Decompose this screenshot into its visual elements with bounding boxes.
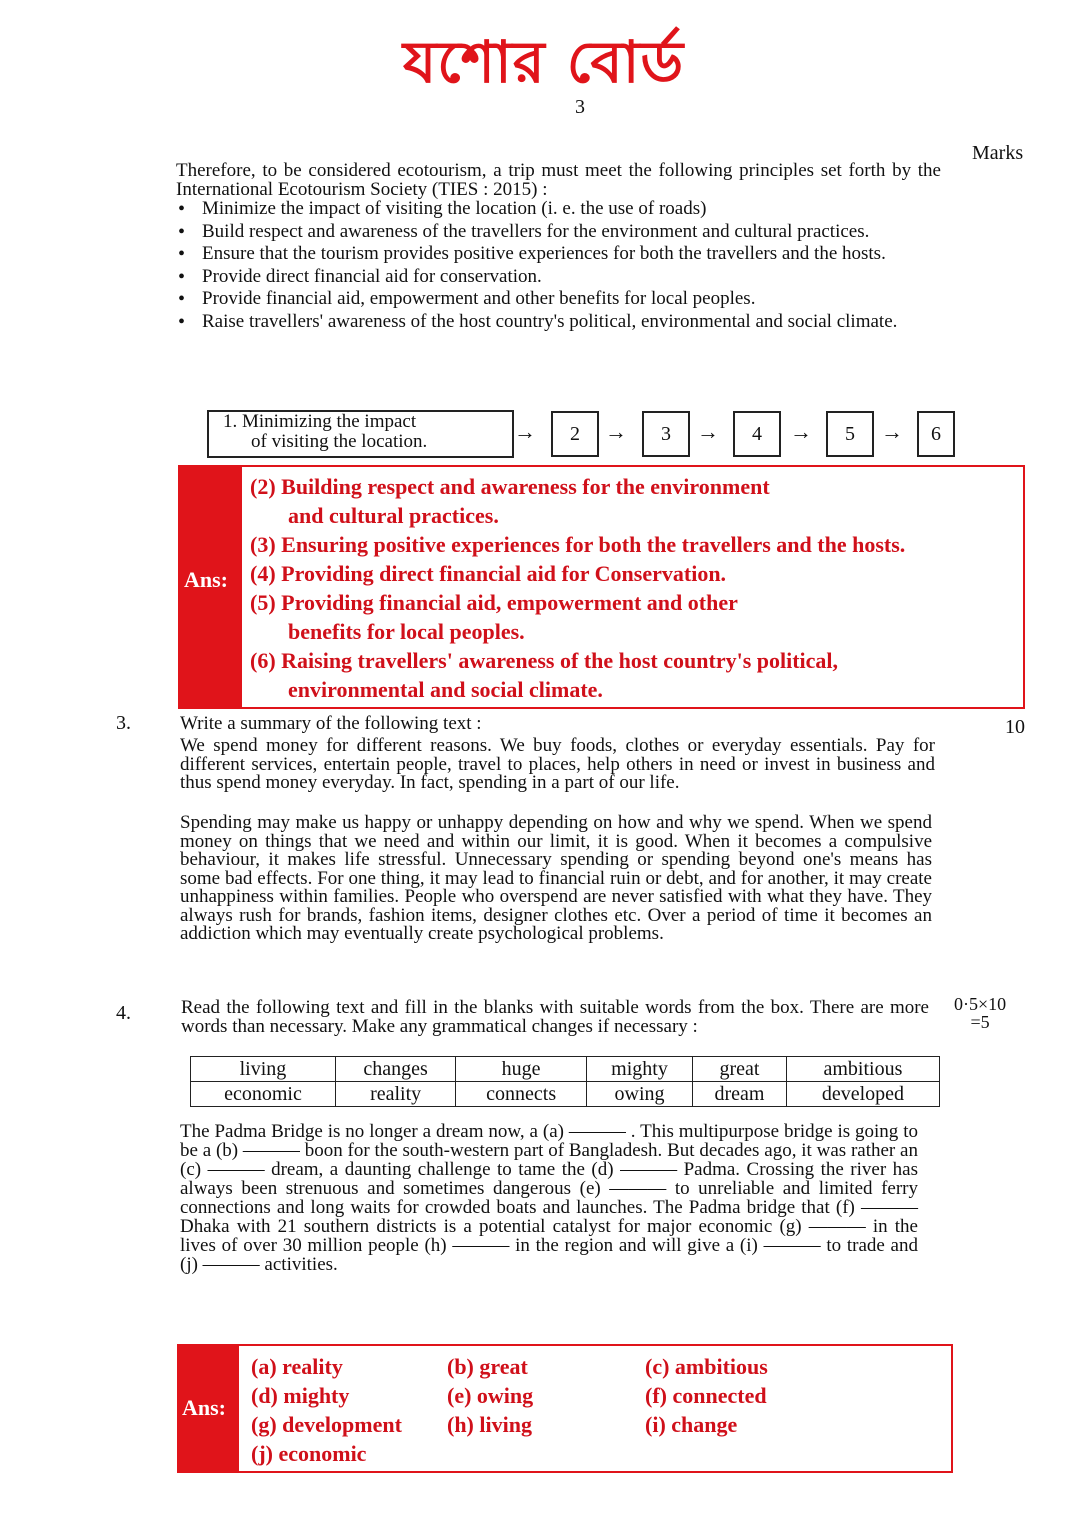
flow-box-3: 3 (642, 411, 690, 457)
answer-line: (2) Building respect and awareness for the environment (250, 474, 770, 499)
question-3-paragraph-1: We spend money for different reasons. We buy foods, clothes or everyday essentials. Pay for different services, entertain people, travel to places, help others in need or invest in business and thus spend money everyday. In fact, spending in a part of our life. (180, 735, 935, 793)
page-number: 3 (575, 96, 585, 118)
word-box-cell: developed (786, 1082, 939, 1107)
flow-box-2: 2 (551, 411, 599, 457)
answer-col-2 (447, 1352, 533, 1439)
question-3-prompt: Write a summary of the following text : (180, 713, 482, 734)
principles-list (176, 200, 941, 335)
answer-label: Ans: (182, 1395, 227, 1420)
answer-item: (h) living (447, 1412, 532, 1437)
word-box-cell: huge (456, 1057, 587, 1082)
answer-item: (c) ambitious (645, 1354, 768, 1379)
word-box-cell: changes (335, 1057, 455, 1082)
word-box-cell: living (191, 1057, 336, 1082)
answer-line: (6) Raising travellers' awareness of the host country's political, (250, 648, 839, 673)
principle-item: • Provide financial aid, empowerment and other benefits for local peoples. (176, 290, 941, 309)
word-box-row (191, 1057, 940, 1082)
question-4-marks-line2: =5 (970, 1012, 990, 1032)
flow-box-1 (207, 410, 514, 458)
answer-item: (a) reality (251, 1354, 343, 1379)
word-box-cell: dream (693, 1082, 787, 1107)
word-box-row (191, 1082, 940, 1107)
board-title: যশোর বোর্ড (402, 28, 685, 96)
answer-line: and cultural practices. (288, 503, 499, 528)
word-box-cell: mighty (586, 1057, 692, 1082)
answer-item: (b) great (447, 1354, 528, 1379)
question-4-prompt: Read the following text and fill in the blanks with suitable words from the box. There are more words than necessary. Make any grammatical changes if necessary : (181, 997, 929, 1037)
answer-item: (d) mighty (251, 1383, 350, 1408)
flow-box-5: 5 (826, 411, 874, 457)
word-box-cell: connects (456, 1082, 587, 1107)
question-3-marks: 10 (1005, 716, 1025, 738)
answer-label: Ans: (184, 567, 229, 592)
answer-line: (5) Providing financial aid, empowerment and other (250, 590, 738, 615)
word-box-cell: reality (335, 1082, 455, 1107)
principle-item: • Ensure that the tourism provides positive experiences for both the travellers and the hosts. (176, 245, 941, 264)
flow-box-4: 4 (733, 411, 781, 457)
question-3-number: 3. (116, 712, 131, 734)
marks-column-label: Marks (972, 142, 1024, 164)
word-box (190, 1056, 940, 1107)
answer-item: (j) economic (251, 1441, 367, 1466)
arrow-icon: → (514, 419, 536, 444)
question-4-number: 4. (116, 1002, 131, 1024)
padma-passage: The Padma Bridge is no longer a dream now, a (a) ——— . This multipurpose bridge is going to be a (b) ——— boon for the south-western part of Bangladesh. But decades ago, it was rather an (c) ——— dream, a daunting challenge to tame the (d) ——— Padma. Crossing the river has always been strenuous and sometimes dangerous (e) ——— to unreliable and limited ferry connections and long waits for crowded boats and launches. The Padma bridge that (f) ——— Dhaka with 21 southern districts is a potential catalyst for major economic (g) ——— in the lives of over 30 million people (h) ——— in the region and will give a (i) ——— to trade and (j) ——— activities. (180, 1121, 918, 1275)
answer-line: (3) Ensuring positive experiences for both the travellers and the hosts. (250, 532, 906, 557)
answer-col-3 (645, 1352, 768, 1439)
word-box-cell: ambitious (786, 1057, 939, 1082)
answer-item: (g) development (251, 1412, 402, 1437)
answer-item: (e) owing (447, 1383, 534, 1408)
answer-item: (f) connected (645, 1383, 767, 1408)
answer-line: (4) Providing direct financial aid for Conservation. (250, 561, 727, 586)
arrow-icon: → (697, 419, 719, 444)
principle-item: • Raise travellers' awareness of the host country's political, environmental and social climate. (176, 313, 941, 332)
flow-box-1-line2: of visiting the location. (251, 431, 428, 452)
ecotourism-intro: Therefore, to be considered ecotourism, a trip must meet the following principles set forth by the International Ecotourism Society (TIES : 2015) : (176, 160, 941, 200)
answer-line: environmental and social climate. (288, 677, 603, 702)
answer-panel-2 (178, 465, 1025, 709)
answer-panel-4 (177, 1344, 953, 1473)
answer-item: (i) change (645, 1412, 738, 1437)
question-4-marks (954, 995, 1006, 1031)
question-3-paragraph-2: Spending may make us happy or unhappy depending on how and why we spend. When we spend money on things that we need and within our limit, it is good. When it becomes a compulsive behaviour, it makes life stressful. Unnecessary spending or spending beyond one's means has some bad effects. For one thing, it may lead to financial ruin or debt, and for another, it may create unhappiness within families. People who overspend are never satisfied with what they have. They always rush for brands, fashion items, designer clothes etc. Over a period of time it becomes an addiction which may eventually create psychological problems. (180, 812, 932, 944)
word-box-cell: great (693, 1057, 787, 1082)
word-box-cell: owing (586, 1082, 692, 1107)
principle-item: • Minimize the impact of visiting the location (i. e. the use of roads) (176, 200, 941, 219)
arrow-icon: → (881, 419, 903, 444)
question-4-marks-line1: 0·5×10 (954, 994, 1007, 1014)
answer-line: benefits for local peoples. (288, 619, 525, 644)
word-box-cell: economic (191, 1082, 336, 1107)
flow-box-6: 6 (917, 411, 955, 457)
flow-box-1-line1: 1. Minimizing the impact (223, 411, 417, 432)
answer-lines (250, 472, 1020, 704)
answer-col-1 (251, 1352, 402, 1468)
principle-item: • Provide direct financial aid for conservation. (176, 268, 941, 287)
principle-item: • Build respect and awareness of the travellers for the environment and cultural practices. (176, 223, 941, 242)
arrow-icon: → (605, 419, 627, 444)
arrow-icon: → (790, 419, 812, 444)
